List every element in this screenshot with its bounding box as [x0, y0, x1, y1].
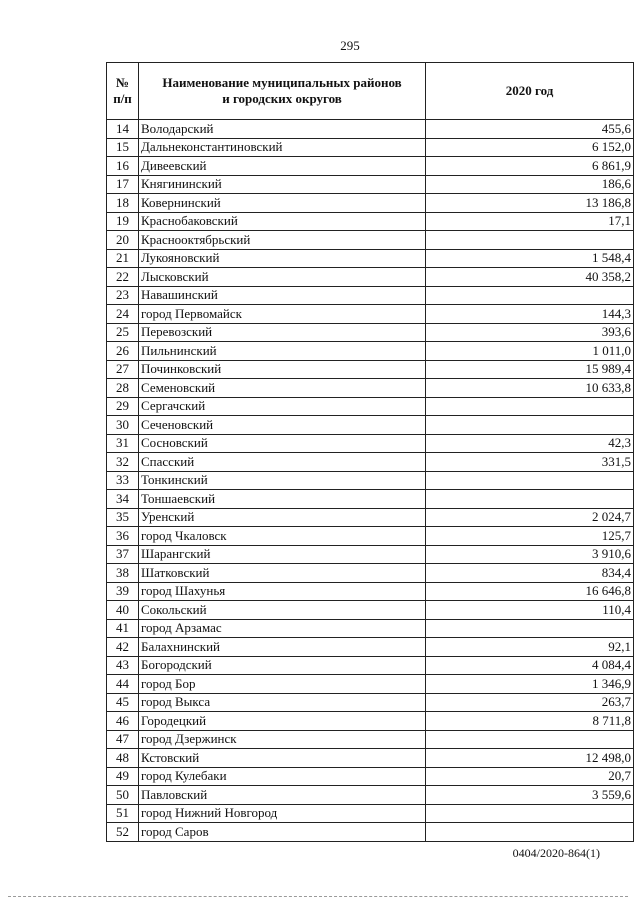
- table-row: [107, 508, 634, 527]
- table-row: [107, 286, 634, 305]
- value-2020: [426, 730, 634, 749]
- municipality-name: город Кулебаки: [139, 767, 426, 786]
- row-number: 14: [107, 120, 139, 139]
- value-2020: 20,7: [426, 767, 634, 786]
- table-row: [107, 453, 634, 472]
- row-number: 17: [107, 175, 139, 194]
- table-row: [107, 545, 634, 564]
- municipality-name: Тонкинский: [139, 471, 426, 490]
- municipality-name: Лысковский: [139, 268, 426, 287]
- row-number: 23: [107, 286, 139, 305]
- value-2020: 6 861,9: [426, 157, 634, 176]
- table-row: [107, 120, 634, 139]
- value-2020: 144,3: [426, 305, 634, 324]
- value-2020: 12 498,0: [426, 749, 634, 768]
- row-number: 21: [107, 249, 139, 268]
- table-row: [107, 638, 634, 657]
- row-number: 42: [107, 638, 139, 657]
- table-header-row: [107, 63, 634, 120]
- table-row: [107, 416, 634, 435]
- row-number: 39: [107, 582, 139, 601]
- row-number: 30: [107, 416, 139, 435]
- municipality-name: Сеченовский: [139, 416, 426, 435]
- value-2020: 3 910,6: [426, 545, 634, 564]
- row-number: 29: [107, 397, 139, 416]
- document-code: 0404/2020-864(1): [512, 846, 600, 860]
- municipality-name: Навашинский: [139, 286, 426, 305]
- municipality-name: Пильнинский: [139, 342, 426, 361]
- value-2020: 1 548,4: [426, 249, 634, 268]
- municipality-name: Лукояновский: [139, 249, 426, 268]
- table-row: [107, 564, 634, 583]
- row-number: 20: [107, 231, 139, 250]
- municipality-name: город Арзамас: [139, 619, 426, 638]
- municipality-name: город Нижний Новгород: [139, 804, 426, 823]
- table-row: [107, 194, 634, 213]
- row-number: 35: [107, 508, 139, 527]
- value-2020: [426, 416, 634, 435]
- value-2020: [426, 397, 634, 416]
- row-number: 33: [107, 471, 139, 490]
- value-2020: 10 633,8: [426, 379, 634, 398]
- table-row: [107, 175, 634, 194]
- row-number: 40: [107, 601, 139, 620]
- municipality-name: Уренский: [139, 508, 426, 527]
- value-2020: 3 559,6: [426, 786, 634, 805]
- table-row: [107, 342, 634, 361]
- row-number: 16: [107, 157, 139, 176]
- value-2020: 6 152,0: [426, 138, 634, 157]
- table-row: [107, 601, 634, 620]
- municipality-name: Тоншаевский: [139, 490, 426, 509]
- municipality-name: город Выкса: [139, 693, 426, 712]
- value-2020: 455,6: [426, 120, 634, 139]
- row-number: 41: [107, 619, 139, 638]
- municipality-name: Богородский: [139, 656, 426, 675]
- table-row: [107, 249, 634, 268]
- value-2020: 393,6: [426, 323, 634, 342]
- table-row: [107, 712, 634, 731]
- table-row: [107, 231, 634, 250]
- value-2020: [426, 471, 634, 490]
- municipality-name: Семеновский: [139, 379, 426, 398]
- value-2020: 8 711,8: [426, 712, 634, 731]
- table-row: [107, 434, 634, 453]
- table-row: [107, 582, 634, 601]
- row-number: 49: [107, 767, 139, 786]
- table-row: [107, 693, 634, 712]
- value-2020: [426, 804, 634, 823]
- municipality-name: Балахнинский: [139, 638, 426, 657]
- table-row: [107, 138, 634, 157]
- municipality-name: Ковернинский: [139, 194, 426, 213]
- value-2020: 834,4: [426, 564, 634, 583]
- table-row: [107, 527, 634, 546]
- value-2020: [426, 286, 634, 305]
- row-number: 34: [107, 490, 139, 509]
- value-2020: 4 084,4: [426, 656, 634, 675]
- row-number: 37: [107, 545, 139, 564]
- municipality-name: Спасский: [139, 453, 426, 472]
- row-number: 24: [107, 305, 139, 324]
- municipality-name: Починковский: [139, 360, 426, 379]
- municipality-name: Шарангский: [139, 545, 426, 564]
- page-number: 295: [340, 38, 360, 53]
- value-2020: [426, 231, 634, 250]
- table-row: [107, 786, 634, 805]
- value-2020: 125,7: [426, 527, 634, 546]
- row-number: 22: [107, 268, 139, 287]
- table-row: [107, 157, 634, 176]
- value-2020: 2 024,7: [426, 508, 634, 527]
- value-2020: 40 358,2: [426, 268, 634, 287]
- table-row: [107, 656, 634, 675]
- municipality-name: город Бор: [139, 675, 426, 694]
- value-2020: 16 646,8: [426, 582, 634, 601]
- row-number: 44: [107, 675, 139, 694]
- value-2020: [426, 823, 634, 842]
- row-number: 48: [107, 749, 139, 768]
- value-2020: [426, 490, 634, 509]
- header-year: 2020 год: [426, 63, 634, 120]
- value-2020: 110,4: [426, 601, 634, 620]
- row-number: 25: [107, 323, 139, 342]
- municipality-name: город Шахунья: [139, 582, 426, 601]
- row-number: 26: [107, 342, 139, 361]
- row-number: 32: [107, 453, 139, 472]
- table-body: [107, 120, 634, 842]
- header-num: № п/п: [107, 63, 139, 120]
- value-2020: 331,5: [426, 453, 634, 472]
- municipality-name: Кстовский: [139, 749, 426, 768]
- municipality-name: город Дзержинск: [139, 730, 426, 749]
- municipality-name: Перевозский: [139, 323, 426, 342]
- value-2020: 42,3: [426, 434, 634, 453]
- row-number: 28: [107, 379, 139, 398]
- municipality-name: Шатковский: [139, 564, 426, 583]
- municipality-name: город Саров: [139, 823, 426, 842]
- row-number: 27: [107, 360, 139, 379]
- row-number: 18: [107, 194, 139, 213]
- row-number: 46: [107, 712, 139, 731]
- value-2020: 1 346,9: [426, 675, 634, 694]
- value-2020: 13 186,8: [426, 194, 634, 213]
- value-2020: [426, 619, 634, 638]
- table-row: [107, 397, 634, 416]
- table-row: [107, 490, 634, 509]
- table-row: [107, 268, 634, 287]
- row-number: 31: [107, 434, 139, 453]
- value-2020: 263,7: [426, 693, 634, 712]
- table-row: [107, 471, 634, 490]
- table-row: [107, 823, 634, 842]
- municipality-name: город Чкаловск: [139, 527, 426, 546]
- row-number: 45: [107, 693, 139, 712]
- municipality-name: город Первомайск: [139, 305, 426, 324]
- municipality-name: Сосновский: [139, 434, 426, 453]
- row-number: 38: [107, 564, 139, 583]
- value-2020: 92,1: [426, 638, 634, 657]
- value-2020: 17,1: [426, 212, 634, 231]
- municipality-name: Городецкий: [139, 712, 426, 731]
- municipality-name: Павловский: [139, 786, 426, 805]
- municipality-name: Краснооктябрьский: [139, 231, 426, 250]
- table-row: [107, 730, 634, 749]
- municipality-name: Сокольский: [139, 601, 426, 620]
- row-number: 47: [107, 730, 139, 749]
- municipality-name: Дальнеконстантиновский: [139, 138, 426, 157]
- row-number: 15: [107, 138, 139, 157]
- value-2020: 186,6: [426, 175, 634, 194]
- row-number: 43: [107, 656, 139, 675]
- row-number: 36: [107, 527, 139, 546]
- table-row: [107, 379, 634, 398]
- data-table: [106, 62, 634, 842]
- table-row: [107, 749, 634, 768]
- row-number: 50: [107, 786, 139, 805]
- table-row: [107, 804, 634, 823]
- municipality-name: Володарский: [139, 120, 426, 139]
- table-row: [107, 323, 634, 342]
- header-name: Наименование муниципальных районов и городских округов: [139, 63, 426, 120]
- municipality-name: Дивеевский: [139, 157, 426, 176]
- table-row: [107, 212, 634, 231]
- table-row: [107, 305, 634, 324]
- municipality-name: Краснобаковский: [139, 212, 426, 231]
- value-2020: 15 989,4: [426, 360, 634, 379]
- row-number: 52: [107, 823, 139, 842]
- value-2020: 1 011,0: [426, 342, 634, 361]
- table-row: [107, 619, 634, 638]
- table-row: [107, 360, 634, 379]
- table-row: [107, 675, 634, 694]
- municipality-name: Княгининский: [139, 175, 426, 194]
- municipality-name: Сергачский: [139, 397, 426, 416]
- row-number: 19: [107, 212, 139, 231]
- bottom-rule: [8, 896, 628, 897]
- table-row: [107, 767, 634, 786]
- row-number: 51: [107, 804, 139, 823]
